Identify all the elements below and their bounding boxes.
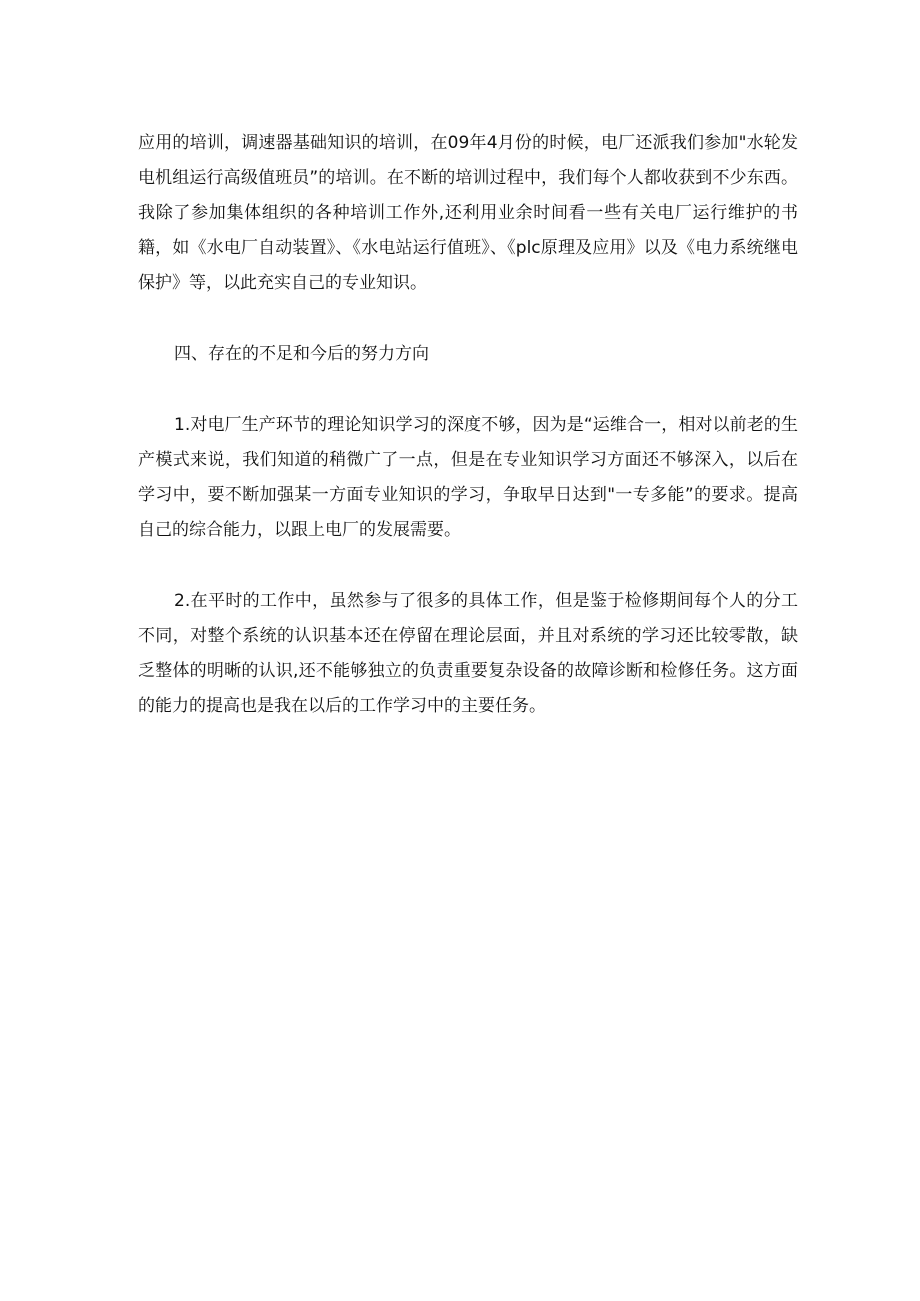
section-heading-shortcomings: 四、存在的不足和今后的努力方向 bbox=[174, 344, 429, 364]
list-item-1: 1.对电厂生产环节的理论知识学习的深度不够，因为是“运维合一，相对以前老的生产模式来说，我们知道的稍微广了一点，但是在专业知识学习方面还不够深入，以后在学习中，要不断加强某一方面专业知识的学习，争取早日达到"一专多能”的要求。提高自己的综合能力，以跟上电厂的发展需要。 bbox=[138, 415, 798, 540]
list-item-2: 2.在平时的工作中，虽然参与了很多的具体工作，但是鉴于检修期间每个人的分工不同，对整个系统的认识基本还在停留在理论层面，并且对系统的学习还比较零散，缺乏整体的明晰的认识,还不能够独立的负责重要复杂设备的故障诊断和检修任务。这方面的能力的提高也是我在以后的工作学习中的主要任务。 bbox=[138, 591, 798, 716]
paragraph-spacer bbox=[138, 301, 798, 337]
body-paragraph-training: 应用的培训，调速器基础知识的培训，在09年4月份的时候，电厂还派我们参加"水轮发电机组运行高级值班员”的培训。在不断的培训过程中，我们每个人都收获到不少东西。我除了参加集体组织的各种培训工作外,还利用业余时间看一些有关电厂运行维护的书籍，如《水电厂自动装置》、《水电站运行值班》、《plc原理及应用》以及《电力系统继电保护》等，以此充实自己的专业知识。 bbox=[138, 133, 798, 293]
document-body bbox=[138, 126, 798, 724]
paragraph-spacer bbox=[138, 372, 798, 408]
paragraph-spacer bbox=[138, 548, 798, 584]
